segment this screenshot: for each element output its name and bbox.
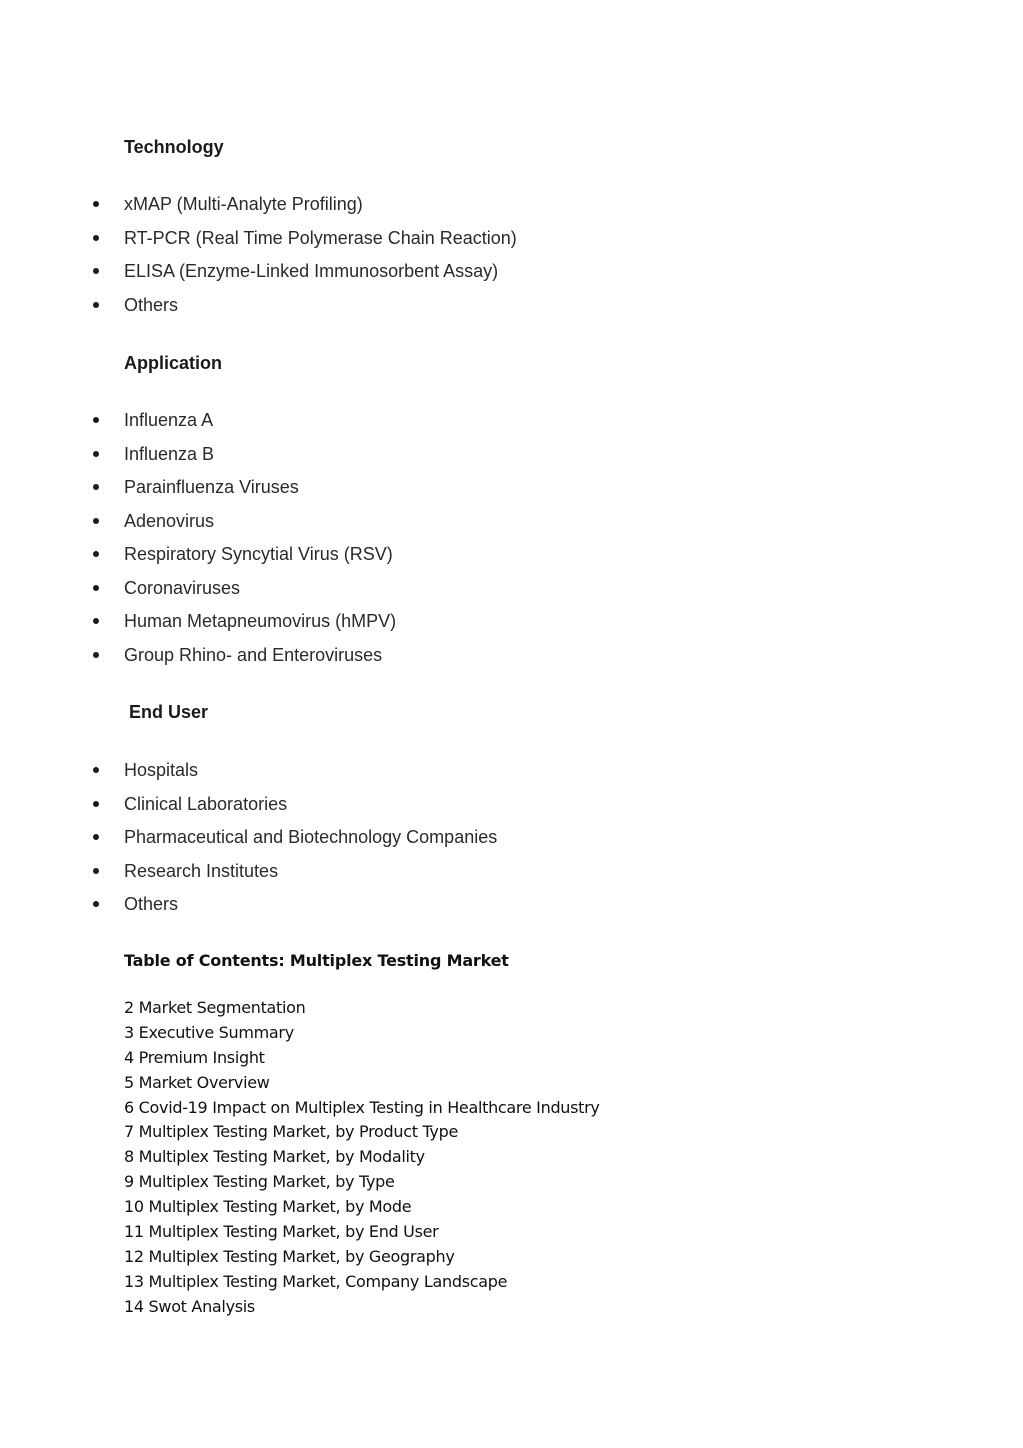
bullet-icon <box>93 302 99 308</box>
list-item-label: Influenza B <box>124 443 215 464</box>
list-item-label: RT-PCR (Real Time Polymerase Chain Reaction) <box>124 227 517 248</box>
bullet-icon <box>93 801 99 807</box>
application-list <box>0 409 396 677</box>
list-item <box>0 577 396 611</box>
toc-item: 2 Market Segmentation <box>124 998 306 1017</box>
bullet-icon <box>93 417 99 423</box>
list-item-label: Respiratory Syncytial Virus (RSV) <box>124 544 393 564</box>
toc-item: 4 Premium Insight <box>124 1047 265 1067</box>
list-item-label: Human Metapneumovirus (hMPV) <box>124 611 397 631</box>
list-item <box>0 510 396 544</box>
list-item-label: Group Rhino- and Enteroviruses <box>124 644 383 665</box>
toc-item: 12 Multiplex Testing Market, by Geography <box>124 1246 455 1266</box>
bullet-icon <box>93 618 99 624</box>
technology-list <box>0 193 517 327</box>
toc-item: 3 Executive Summary <box>124 1022 294 1042</box>
list-item-label: Coronaviruses <box>124 577 241 598</box>
toc-list <box>124 997 600 1321</box>
section-heading-end-user: End User <box>129 702 209 722</box>
bullet-icon <box>93 235 99 241</box>
list-item <box>0 860 497 894</box>
toc-item: 7 Multiplex Testing Market, by Product Type <box>124 1122 458 1142</box>
toc-title: Table of Contents: Multiplex Testing Market <box>124 951 509 970</box>
list-item-label: Research Institutes <box>124 860 279 881</box>
toc-item: 11 Multiplex Testing Market, by End User <box>124 1222 439 1242</box>
list-item <box>0 227 517 261</box>
bullet-icon <box>93 767 99 773</box>
toc-item: 5 Market Overview <box>124 1072 270 1092</box>
list-item-label: Parainfluenza Viruses <box>124 477 299 497</box>
list-item-label: Hospitals <box>124 760 199 780</box>
bullet-icon <box>93 834 99 840</box>
bullet-icon <box>93 518 99 524</box>
bullet-icon <box>93 451 99 457</box>
toc-item: 8 Multiplex Testing Market, by Modality <box>124 1147 425 1167</box>
bullet-icon <box>93 268 99 274</box>
toc-item: 10 Multiplex Testing Market, by Mode <box>124 1197 412 1217</box>
end-user-list <box>0 759 497 927</box>
list-item <box>0 294 517 328</box>
list-item-label: Others <box>124 894 179 914</box>
list-item-label: Others <box>124 294 179 315</box>
list-item-label: ELISA (Enzyme-Linked Immunosorbent Assay) <box>124 261 499 281</box>
bullet-icon <box>93 868 99 874</box>
list-item-label: Pharmaceutical and Biotechnology Companies <box>124 827 498 847</box>
toc-item: 9 Multiplex Testing Market, by Type <box>124 1172 395 1192</box>
list-item <box>0 826 497 860</box>
section-heading-technology: Technology <box>124 137 224 157</box>
bullet-icon <box>93 551 99 557</box>
bullet-icon <box>93 901 99 907</box>
toc-item: 14 Swot Analysis <box>124 1296 255 1316</box>
list-item <box>0 443 396 477</box>
list-item <box>0 260 517 294</box>
list-item <box>0 793 497 827</box>
list-item <box>0 893 497 927</box>
toc-item: 13 Multiplex Testing Market, Company Landscape <box>124 1271 508 1291</box>
list-item-label: Influenza A <box>124 410 214 430</box>
list-item <box>0 193 517 227</box>
list-item <box>0 409 396 443</box>
list-item <box>0 759 497 793</box>
list-item-label: xMAP (Multi-Analyte Profiling) <box>124 194 363 214</box>
list-item <box>0 610 396 644</box>
list-item-label: Clinical Laboratories <box>124 793 288 814</box>
list-item <box>0 476 396 510</box>
list-item <box>0 543 396 577</box>
bullet-icon <box>93 652 99 658</box>
toc-item: 6 Covid-19 Impact on Multiplex Testing in Healthcare Industry <box>124 1097 600 1117</box>
list-item-label: Adenovirus <box>124 510 215 531</box>
bullet-icon <box>93 585 99 591</box>
bullet-icon <box>93 201 99 207</box>
section-heading-application: Application <box>124 353 222 373</box>
list-item <box>0 644 396 678</box>
bullet-icon <box>93 484 99 490</box>
